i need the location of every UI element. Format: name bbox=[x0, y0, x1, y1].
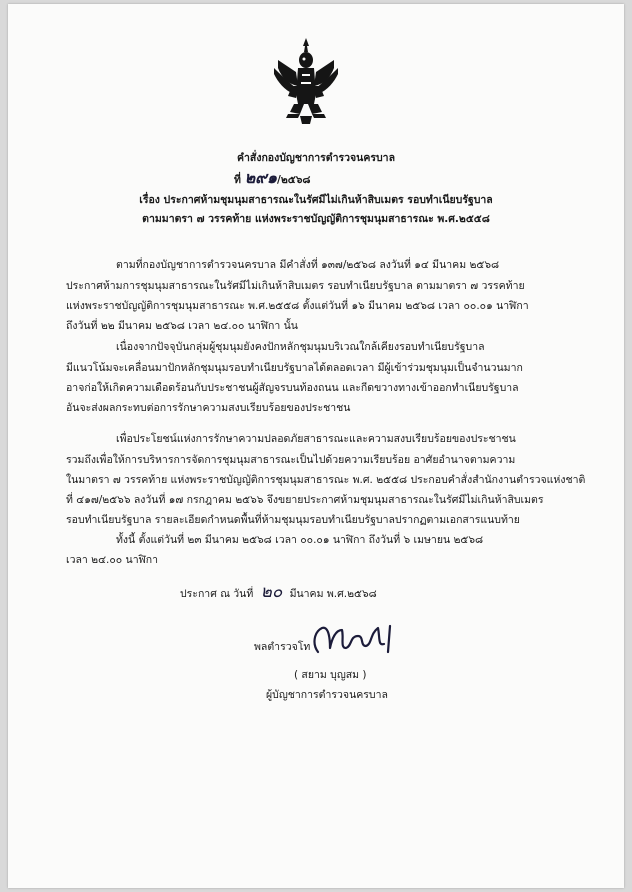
announce-suffix: มีนาคม พ.ศ.๒๕๖๘ bbox=[289, 588, 377, 600]
paragraph-4-line: เวลา ๒๔.๐๐ นาฬิกา bbox=[66, 554, 159, 566]
paragraph-4-line: ทั้งนี้ ตั้งแต่วันที่ ๒๓ มีนาคม ๒๕๖๘ เวลา ๐๐.๐๑ นาฬิกา ถึงวันที่ ๖ เมษายน ๒๕๖๘ bbox=[116, 534, 484, 546]
order-number-year: /๒๕๖๘ bbox=[277, 174, 311, 186]
document-page bbox=[8, 4, 624, 888]
handwritten-signature bbox=[308, 618, 400, 664]
garuda-emblem-icon bbox=[274, 38, 338, 124]
order-number bbox=[234, 168, 311, 187]
paragraph-2-line: มีแนวโน้มจะเคลื่อนมาปักหลักชุมนุมรอบทำเนียบรัฐบาลได้ตลอดเวลา มีผู้เข้าร่วมชุมนุมเป็นจำนวนมาก bbox=[66, 362, 523, 374]
subject-line-1: เรื่อง ประกาศห้ามชุมนุมสาธารณะในรัศมีไม่เกินห้าสิบเมตร รอบทำเนียบรัฐบาล bbox=[139, 194, 493, 206]
paragraph-3-line: เพื่อประโยชน์แห่งการรักษาความปลอดภัยสาธารณะและความสงบเรียบร้อยของประชาชน bbox=[116, 433, 516, 445]
order-header: คำสั่งกองบัญชาการตำรวจนครบาล bbox=[236, 152, 395, 164]
paragraph-3-line: ที่ ๔๑๗/๒๕๖๖ ลงวันที่ ๑๗ กรกฎาคม ๒๕๖๖ จึงขยายประกาศห้ามชุมนุมสาธารณะในรัศมีไม่เกินห้าสิบเมตร bbox=[66, 494, 544, 506]
paragraph-1-line: แห่งพระราชบัญญัติการชุมนุมสาธารณะ พ.ศ.๒๕๕๘ ตั้งแต่วันที่ ๑๖ มีนาคม ๒๕๖๘ เวลา ๐๐.๐๑ นาฬิกา bbox=[66, 300, 529, 312]
paragraph-3-line: รอบทำเนียบรัฐบาล รายละเอียดกำหนดพื้นที่ห้ามชุมนุมรอบทำเนียบรัฐบาลปรากฏตามเอกสารแนบท้าย bbox=[66, 514, 520, 526]
paragraph-3-line: รวมถึงเพื่อให้การบริหารการจัดการชุมนุมสาธารณะเป็นไปด้วยความเรียบร้อย อาศัยอำนาจตามความ bbox=[66, 454, 516, 466]
order-number-prefix: ที่ bbox=[234, 174, 241, 186]
paragraph-1-line: ประกาศห้ามการชุมนุมสาธารณะในรัศมีไม่เกินห้าสิบเมตร รอบทำเนียบรัฐบาล ตามมาตรา ๗ วรรคท้าย bbox=[66, 280, 525, 292]
paragraph-3-line: ในมาตรา ๗ วรรคท้าย แห่งพระราชบัญญัติการชุมนุมสาธารณะ พ.ศ. ๒๕๕๘ ประกอบคำสั่งสำนักงานตำรวจแห่งชาติ bbox=[66, 474, 586, 486]
paragraph-1-line: ตามที่กองบัญชาการตำรวจนครบาล มีคำสั่งที่ ๑๓๗/๒๕๖๘ ลงวันที่ ๑๔ มีนาคม ๒๕๖๘ bbox=[116, 259, 500, 271]
signer-name: ( สยาม บุญสม ) bbox=[294, 669, 367, 681]
signer-title: ผู้บัญชาการตำรวจนครบาล bbox=[266, 689, 388, 701]
signer-rank: พลตำรวจโท bbox=[254, 641, 311, 653]
subject-line-2: ตามมาตรา ๗ วรรคท้าย แห่งพระราชบัญญัติการชุมนุมสาธารณะ พ.ศ.๒๕๕๘ bbox=[142, 213, 490, 225]
paragraph-1-line: ถึงวันที่ ๒๒ มีนาคม ๒๕๖๘ เวลา ๒๔.๐๐ นาฬิกา นั้น bbox=[66, 320, 298, 332]
paragraph-2-line: อันจะส่งผลกระทบต่อการรักษาความสงบเรียบร้อยของประชาชน bbox=[66, 402, 351, 414]
announce-day: ๒๐ bbox=[260, 582, 283, 602]
order-number-value: ๒๙๑ bbox=[244, 168, 277, 187]
announce-prefix: ประกาศ ณ วันที่ bbox=[180, 588, 254, 600]
paragraph-2-line: อาจก่อให้เกิดความเดือดร้อนกับประชาชนผู้สัญจรบนท้องถนน และกีดขวางทางเข้าออกทำเนียบรัฐบาล bbox=[66, 382, 519, 394]
announce-date bbox=[180, 582, 377, 602]
paragraph-2-line: เนื่องจากปัจจุบันกลุ่มผู้ชุมนุมยังคงปักหลักชุมนุมบริเวณใกล้เคียงรอบทำเนียบรัฐบาล bbox=[116, 341, 485, 353]
